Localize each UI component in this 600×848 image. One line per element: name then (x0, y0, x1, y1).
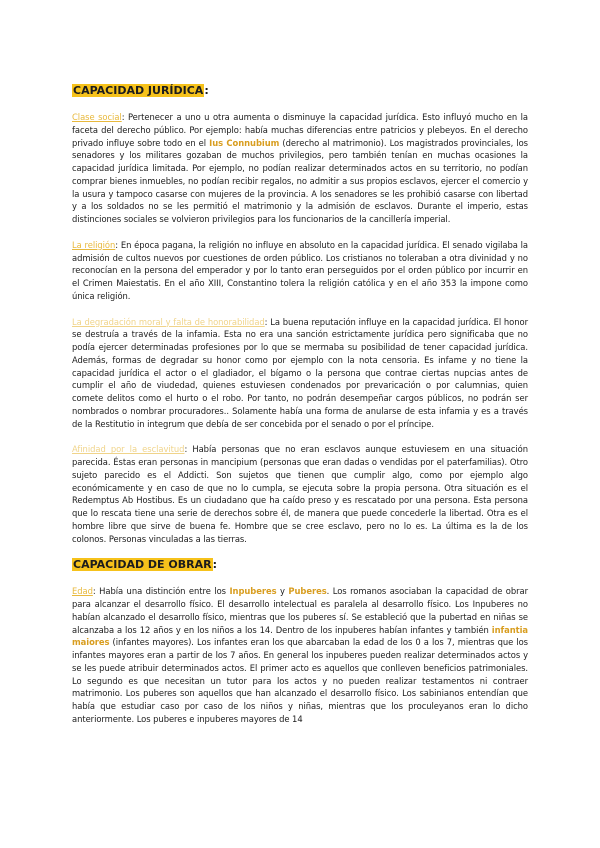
term-degradacion-moral: La degradación moral y falta de honorabilidad (72, 316, 265, 327)
term-ius-connubium: Ius Connubium (209, 137, 280, 148)
heading-highlight: CAPACIDAD JURÍDICA (73, 84, 204, 97)
paragraph-degradacion: La degradación moral y falta de honorabilidad: La buena reputación influye en la capacidad jurídica. El honor se destruía a través de la infamia. Esta no era una sanción estrictamente jurídica pero significaba que no podía ejercer determinadas profesiones por lo que se mermaba su posibilidad de tener capacidad jurídica. Además, formas de degradar su honor como por ejemplo con la nota censoria. Es infame y no tiene la capacidad jurídica el actor o el gladiador, el bígamo o la persona que contrae ciertas nupcias antes de cumplir el año de viudedad, quienes estuviesen condenados por prevaricación o por calumnias, quien comete delitos como el hurto o el robo. Por tanto, no podrán desempeñar cargos públicos, no podrán ser nombrados o nombrar procuradores.. Solamente había una forma de anularse de esta infamia y es a través de la Restitutio in integrum que debía de ser concebida por el senado o por el príncipe. (72, 316, 528, 429)
term-infantia-maiores: infantia maiores (72, 624, 528, 648)
term-clase-social: Clase social (72, 112, 122, 122)
term-religion: La religión (72, 239, 116, 250)
term-edad: Edad (72, 586, 93, 597)
paragraph-clase-social: Clase social: Pertenecer a uno u otra aumenta o disminuye la capacidad jurídica. Esto influyó mucho en la faceta del derecho público. Por ejemplo: había muchas diferencias entre patricios y plebeyos. En el derecho privado influye sobre todo en el Ius Connubium (derecho al matrimonio). Los magistrados provinciales, los senadores y los militares gozaban de muchos privilegios, pero también tenían en muchas ocasiones la capacidad jurídica limitada. Por ejemplo, no podían realizar determinados actos en su territorio, no podían comprar bienes inmuebles, no podían recibir regalos, no admitir a sus propios esclavos, ejercer el comercio y la usura y tampoco casarse con mujeres de la provincia. A los senadores se les prohibió casarse con libertad y a los soldados no se les permitió el matrimonio y la admisión de esclavos. Durante el imperio, estas distinciones sociales se volvieron privilegios para los funcionarios de la cancillería imperial. (72, 112, 529, 224)
term-inpuberes: Inpuberes (229, 586, 277, 597)
term-afinidad-esclavitud: Afinidad por la esclavitud (72, 444, 185, 455)
paragraph-edad: Edad: Había una distinción entre los Inpuberes y Puberes. Los romanos asociaban la capacidad de obrar para alcanzar el desarrollo físico. El desarrollo intelectual es paralela al desarrollo físico. Los Inpuberes no habían alcanzado el desarrollo físico, mientras que los puberes sí. Se estableció que la pubertad en niñas se alcanzaba a los 12 años y en los niños a los 14. Dentro de los inpuberes habían infantes y también infantia maiores (infantes mayores). Los infantes eran los que abarcaban la edad de los 0 a los 7, mientras que los infantes mayores eran a partir de los 7 años. En general los inpuberes pueden realizar determinados actos y se les puede atribuir determinados actos. El primer acto es aquellos que conlleven beneficios patrimoniales. Lo segundo es que necesitan un tutor para los actos y no pueden realizar testamentos ni contraer matrimonio. Los puberes son aquellos que han alcanzado el desarrollo físico. Los sabinianos entendían que había que estudiar caso por caso de los niños y niñas, mientras que los proculeyanos eran lo dicho anteriormente. Los puberes e inpuberes mayores de 14 (72, 586, 529, 724)
paragraph-religion: La religión: En época pagana, la religión no influye en absoluto en la capacidad jurídica. El senado vigilaba la admisión de cultos nuevos por cuestiones de orden público. Los cristianos no toleraban a otra divinidad y no reconocían en la persona del emperador y por lo tanto eran perseguidos por el orden público por incurrir en el Crimen Maiestatis. En el año XIII, Constantino tolera la religión católica y en el año 353 la impone como única religión. (72, 239, 528, 301)
heading-highlight: CAPACIDAD DE OBRAR (73, 558, 212, 572)
heading-capacidad-obrar: CAPACIDAD DE OBRAR: (73, 558, 217, 572)
paragraph-afinidad: Afinidad por la esclavitud: Había personas que no eran esclavos aunque estuviesem en una situación parecida. Éstas eran personas in mancipium (personas que eran dadas o vendidas por el paterfamilias). Otro sujeto parecido es el Addicti. Son sujetos que tienen que cumplir algo, como por ejemplo algo económicamente y en caso de que no lo cumpla, se ejecuta sobre la propia persona. Otra situación es el Redemptus Ab Hostibus. Es un ciudadano que ha caído preso y es rescatado por una persona. Esta persona que lo rescata tiene una serie de derechos sobre él, de manera que puede concederle la libertad. Otra es el hombre libre que sirve de buena fe. Hombre que se cree esclavo, pero no lo es. La última es la de los colonos. Personas vinculadas a las tierras. (72, 444, 528, 544)
term-puberes: Puberes (288, 586, 327, 597)
heading-capacidad-juridica: CAPACIDAD JURÍDICA: (73, 84, 209, 97)
